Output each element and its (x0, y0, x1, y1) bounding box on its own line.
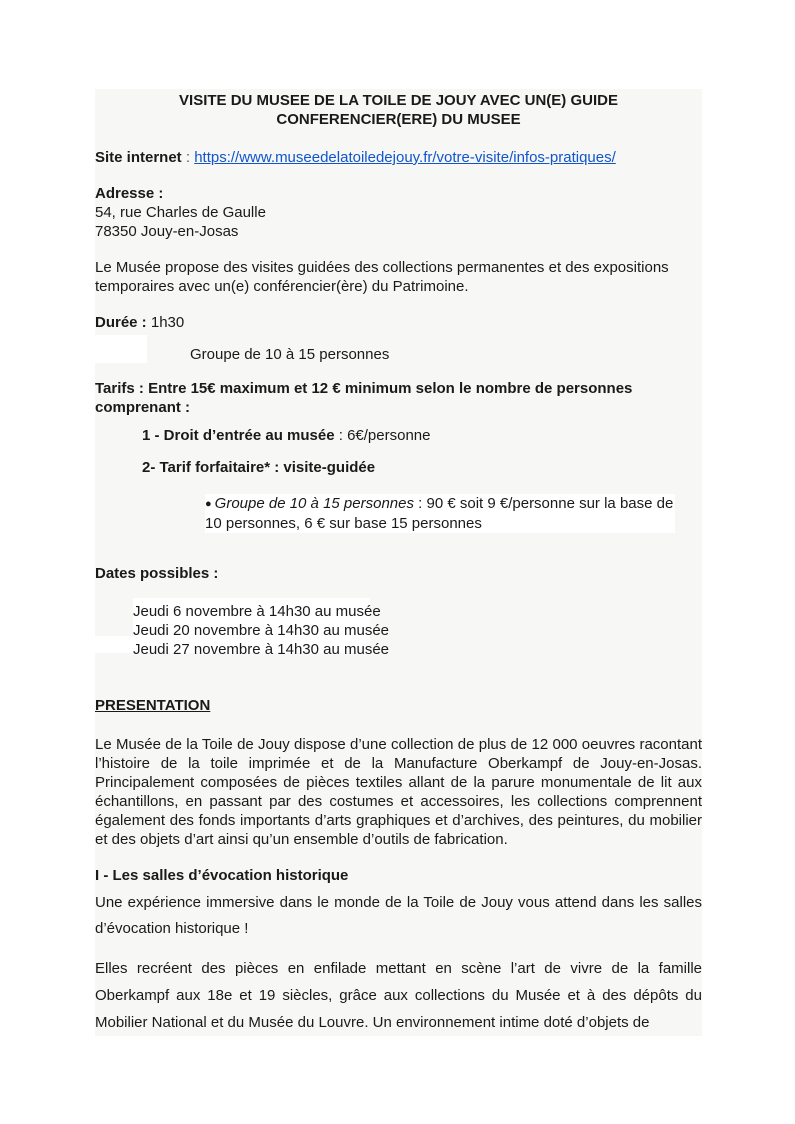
tariff-bullet-detail: : 90 € soit 9 €/personne sur la base de 10 personnes, 6 € sur base 15 personnes (205, 495, 674, 532)
tariff-bullet-group-label: Groupe de 10 à 15 personnes (214, 495, 414, 512)
section1-paragraph-1: Une expérience immersive dans le monde de la Toile de Jouy vous attend dans les salles d’évocation historique ! (95, 894, 702, 937)
date-item: Jeudi 20 novembre à 14h30 au musée (133, 622, 390, 639)
section1-heading: I - Les salles d’évocation historique (95, 867, 349, 884)
address-heading: Adresse : (95, 185, 164, 202)
website-label: Site internet (95, 149, 182, 166)
document-title (95, 89, 702, 129)
duration-label: Durée : (95, 314, 147, 331)
address-city: 78350 Jouy-en-Josas (95, 223, 239, 240)
section1-paragraph-2: Elles recréent des pièces en enfilade mettant en scène l’art de vivre de la famille Oberkampf aux 18e et 19 siècles, grâce aux collections du Musée et à des dépôts du Mobilier National et du Musée du Louvre. Un environnement intime doté d’objets de (95, 960, 702, 1031)
intro-paragraph: Le Musée propose des visites guidées des collections permanentes et des expositions temporaires avec un(e) conférencier(ère) du Patrimoine. (95, 259, 669, 295)
dates-heading: Dates possibles : (95, 565, 219, 582)
presentation-heading: PRESENTATION (95, 697, 211, 714)
document-title-line2: CONFERENCIER(ERE) DU MUSEE (276, 111, 521, 128)
presentation-paragraph: Le Musée de la Toile de Jouy dispose d’une collection de plus de 12 000 oeuvres racontant l’histoire de la toile imprimée et de la Manufacture Oberkampf de Jouy-en-Josas. Principalement composées de pièces textiles allant de la parure monumentale de lit aux échantillons, en passant par des costumes et accessoires, les collections comprennent également des fonds importants d’arts graphiques et d’archives, des peintures, du mobilier et des objets d’art ainsi qu’un ensemble d’outils de fabrication. (95, 736, 702, 848)
tariff-item-entry-fee-value: : 6€/personne (334, 427, 431, 444)
website-separator: : (181, 149, 195, 166)
duration-row (95, 313, 702, 332)
website-row (95, 148, 702, 167)
bullet-icon: ● (205, 498, 212, 510)
website-link[interactable]: https://www.museedelatoiledejouy.fr/votre-visite/infos-pratiques/ (194, 149, 616, 166)
tariff-item-package: 2- Tarif forfaitaire* : visite-guidée (142, 459, 376, 476)
group-size-line: Groupe de 10 à 15 personnes (190, 346, 390, 363)
address-street: 54, rue Charles de Gaulle (95, 204, 266, 221)
tariff-item-entry-fee-label: 1 - Droit d’entrée au musée (142, 427, 335, 444)
duration-value: 1h30 (146, 314, 185, 331)
tariffs-heading: Tarifs : Entre 15€ maximum et 12 € minimum selon le nombre de personnes comprenant : (95, 380, 633, 416)
tariff-bullet-paragraph (205, 494, 675, 533)
highlight-patch (95, 636, 133, 653)
highlight-patch (95, 335, 147, 363)
tariff-item-entry-fee (142, 426, 702, 445)
dates-list (133, 602, 702, 659)
date-item: Jeudi 27 novembre à 14h30 au musée (133, 641, 390, 658)
date-item: Jeudi 6 novembre à 14h30 au musée (133, 603, 381, 620)
document-page (95, 89, 702, 1036)
address-block (95, 184, 702, 241)
document-title-line1: VISITE DU MUSEE DE LA TOILE DE JOUY AVEC UN(E) GUIDE (179, 92, 618, 109)
